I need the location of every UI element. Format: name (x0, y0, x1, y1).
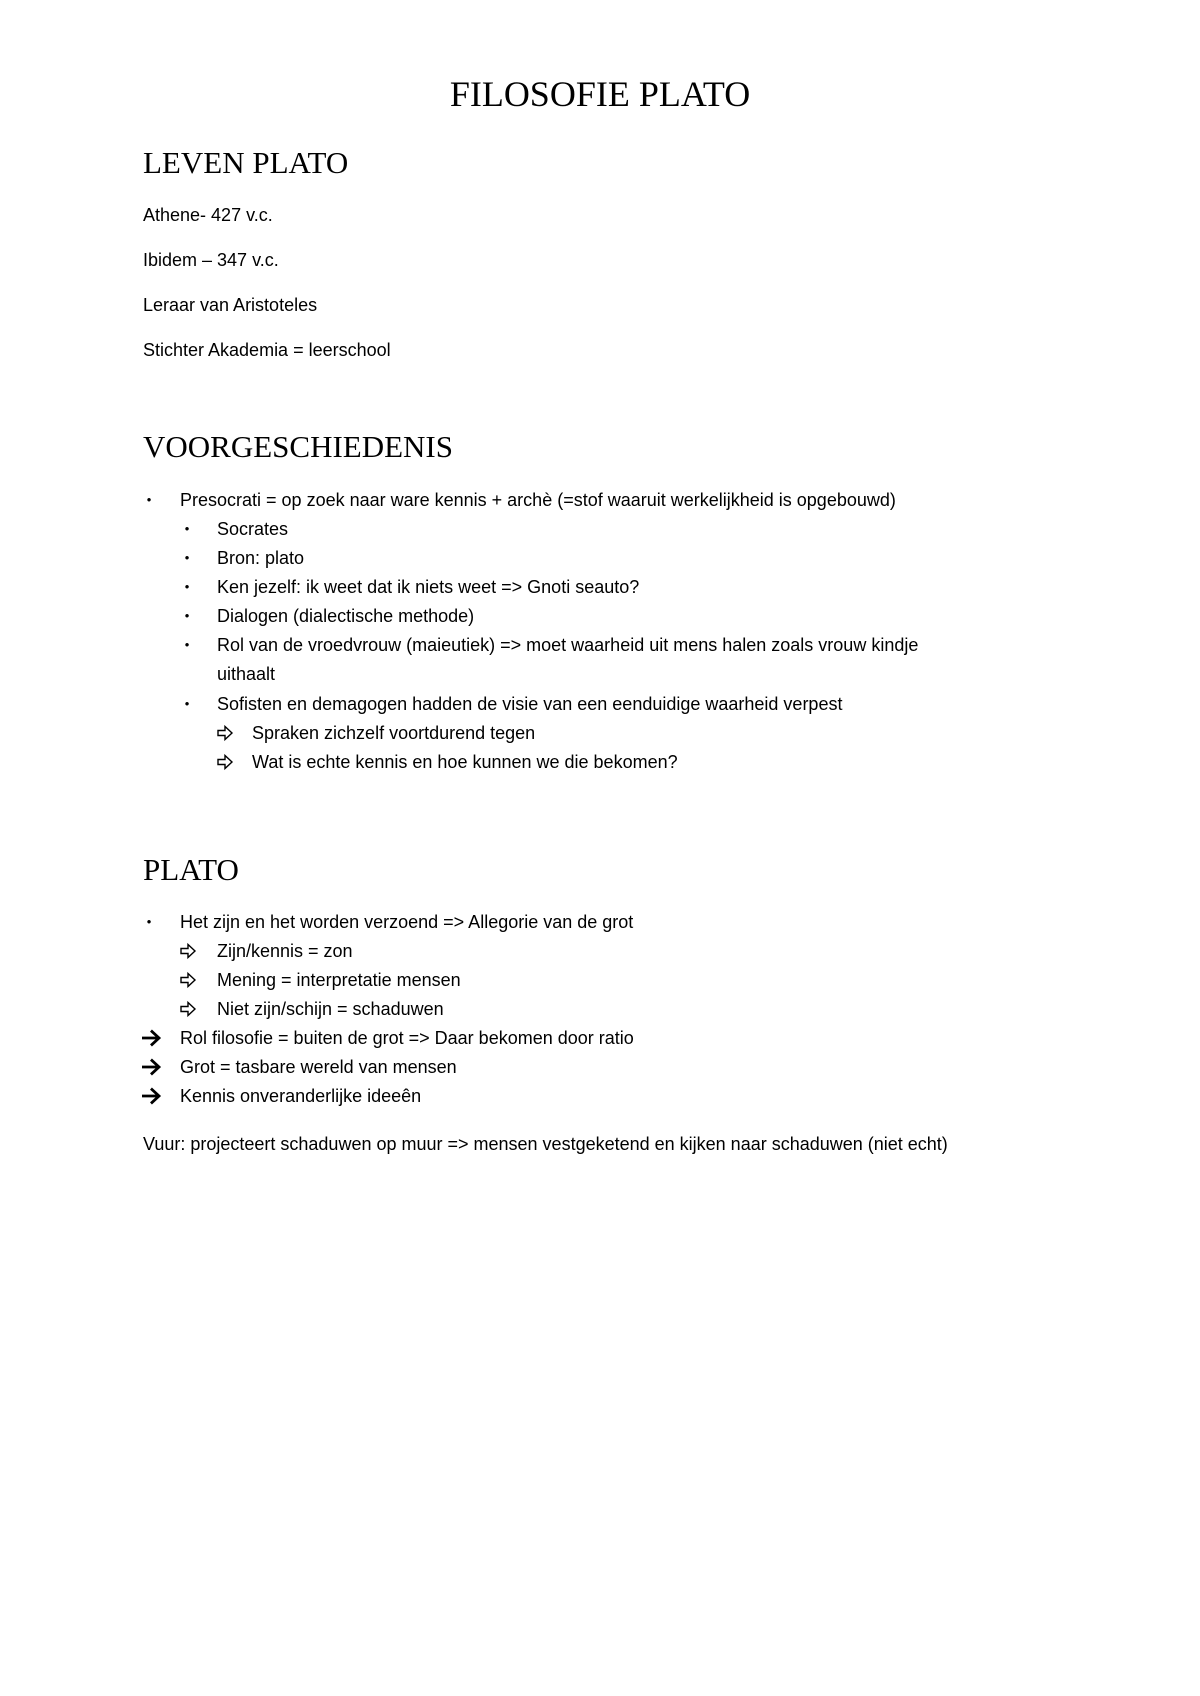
arrow-right-outline-icon (179, 997, 199, 1021)
list-item: Kennis onveranderlijke ideeên (180, 1086, 422, 1106)
list-item: Spraken zichzelf voortdurend tegen (252, 723, 536, 743)
bullet-icon: • (184, 579, 190, 594)
arrow-right-bold-icon (142, 1055, 162, 1079)
list-item: Ken jezelf: ik weet dat ik niets weet => Gnoti seauto? (217, 577, 640, 597)
arrow-right-outline-icon (216, 750, 236, 774)
heading-leven-plato: LEVEN PLATO (143, 145, 349, 180)
list-item: Zijn/kennis = zon (217, 941, 353, 961)
list-item: Socrates (217, 519, 289, 539)
list-item: Mening = interpretatie mensen (217, 970, 461, 990)
bullet-icon: • (184, 521, 190, 536)
heading-plato: PLATO (143, 852, 239, 887)
list-item: Grot = tasbare wereld van mensen (180, 1057, 457, 1077)
leven-line: Leraar van Aristoteles (143, 295, 318, 315)
leven-line: Ibidem – 347 v.c. (143, 250, 279, 270)
arrow-right-outline-icon (179, 939, 199, 963)
leven-line: Stichter Akademia = leerschool (143, 340, 391, 360)
list-item: Niet zijn/schijn = schaduwen (217, 999, 444, 1019)
closing-paragraph: Vuur: projecteert schaduwen op muur => mensen vestgeketend en kijken naar schaduwen (niet echt) (143, 1134, 948, 1154)
bullet-icon: • (184, 637, 190, 652)
document-title: FILOSOFIE PLATO (449, 74, 751, 114)
list-item: Het zijn en het worden verzoend => Allegorie van de grot (180, 912, 634, 932)
list-item: Bron: plato (217, 548, 305, 568)
bullet-icon: • (146, 914, 152, 929)
list-item: Wat is echte kennis en hoe kunnen we die bekomen? (252, 752, 678, 772)
leven-line: Athene- 427 v.c. (143, 205, 273, 225)
list-item: Sofisten en demagogen hadden de visie van een eenduidige waarheid verpest (217, 694, 843, 714)
arrow-right-bold-icon (142, 1084, 162, 1108)
list-item-continuation: uithaalt (217, 664, 276, 684)
arrow-right-outline-icon (216, 721, 236, 745)
arrow-right-bold-icon (142, 1026, 162, 1050)
list-item: Rol filosofie = buiten de grot => Daar bekomen door ratio (180, 1028, 634, 1048)
heading-voorgeschiedenis: VOORGESCHIEDENIS (143, 429, 453, 464)
bullet-icon: • (146, 492, 152, 507)
bullet-icon: • (184, 550, 190, 565)
arrow-right-outline-icon (179, 968, 199, 992)
bullet-icon: • (184, 696, 190, 711)
bullet-icon: • (184, 608, 190, 623)
list-item: Rol van de vroedvrouw (maieutiek) => moet waarheid uit mens halen zoals vrouw kindje (217, 635, 919, 655)
list-item: Dialogen (dialectische methode) (217, 606, 475, 626)
list-item: Presocrati = op zoek naar ware kennis + archè (=stof waaruit werkelijkheid is opgebouwd) (180, 490, 896, 510)
